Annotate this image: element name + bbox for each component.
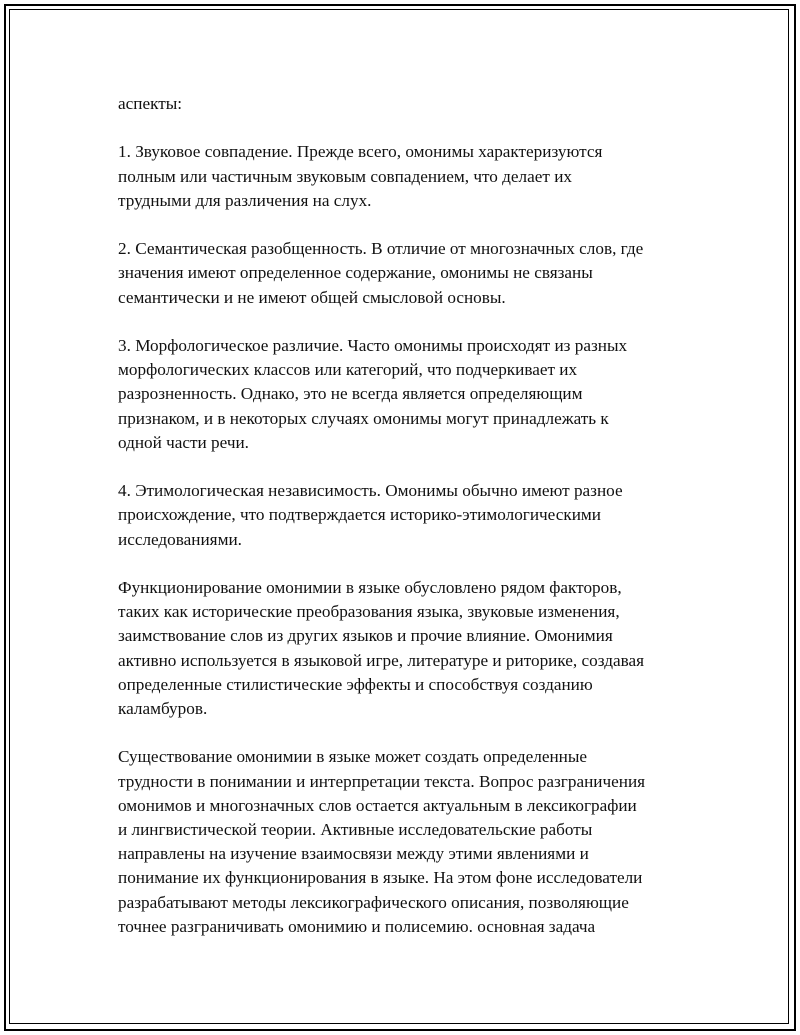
text-line: 2. Семантическая разобщенность. В отличие от многозначных слов, где (118, 239, 644, 259)
text-line: активно используется в языковой игре, литературе и риторике, создавая (118, 650, 645, 670)
text-line: семантически и не имеют общей смысловой основы. (118, 287, 506, 307)
text-line: определенные стилистические эффекты и способствуя созданию (118, 674, 593, 694)
text-line: исследованиями. (118, 529, 242, 549)
text-line: полным или частичным звуковым совпадением, что делает их (118, 166, 572, 186)
text-line: Функционирование омонимии в языке обусловлено рядом факторов, (118, 577, 622, 597)
text-line: 4. Этимологическая независимость. Омонимы обычно имеют разное (118, 481, 623, 501)
text-line: аспекты: (118, 94, 183, 113)
document-body (118, 92, 708, 963)
text-line: значения имеют определенное содержание, омонимы не связаны (118, 263, 593, 283)
text-line: омонимов и многозначных слов остается актуальным в лексикографии (118, 795, 637, 815)
text-line: заимствование слов из других языков и прочие влияние. Омонимия (118, 626, 613, 646)
text-line: разрабатывают методы лексикографического описания, позволяющие (118, 892, 629, 912)
text-line: трудными для различения на слух. (118, 190, 372, 210)
text-line: таких как исторические преобразования языка, звуковые изменения, (118, 602, 620, 622)
text-line: трудности в понимании и интерпретации текста. Вопрос разграничения (118, 771, 646, 791)
text-line: морфологических классов или категорий, что подчеркивает их (118, 360, 578, 380)
text-line: понимание их функционирования в языке. На этом фоне исследователи (118, 868, 643, 888)
paragraph-semantic-separation (118, 237, 708, 310)
text-line: и лингвистической теории. Активные исследовательские работы (118, 820, 593, 839)
paragraph-functioning (118, 576, 708, 721)
paragraph-existence (118, 745, 708, 939)
paragraph-morphological-difference (118, 334, 708, 455)
text-line: 1. Звуковое совпадение. Прежде всего, омонимы характеризуются (118, 142, 603, 162)
paragraph-etymological-independence (118, 479, 708, 552)
text-line: признаком, и в некоторых случаях омонимы могут принадлежать к (118, 408, 609, 428)
text-line: 3. Морфологическое различие. Часто омонимы происходят из разных (118, 335, 628, 355)
text-line: происхождение, что подтверждается историко-этимологическими (118, 505, 601, 525)
text-line: Существование омонимии в языке может создать определенные (118, 747, 588, 767)
text-line: направлены на изучение взаимосвязи между этими явлениями и (118, 844, 589, 864)
paragraph-sound-coincidence (118, 140, 708, 213)
text-line: одной части речи. (118, 432, 249, 452)
paragraph-intro (118, 92, 708, 116)
text-line: точнее разграничивать омонимию и полисемию. основная задача (118, 916, 596, 936)
text-line: каламбуров. (118, 699, 208, 718)
text-line: разрозненность. Однако, это не всегда является определяющим (118, 384, 583, 404)
